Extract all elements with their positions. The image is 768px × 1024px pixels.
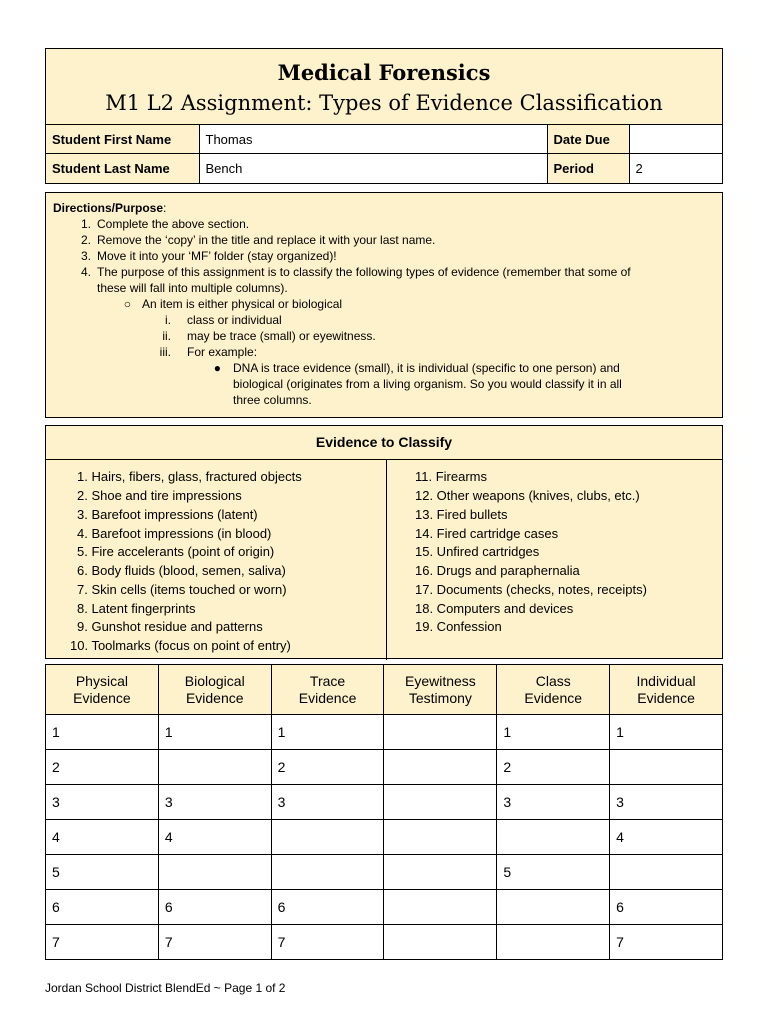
item-number: 3.: [80, 249, 91, 263]
grid-cell[interactable]: 7: [271, 925, 384, 960]
evidence-item: 9. Gunshot residue and patterns: [77, 619, 263, 634]
grid-header-row: [46, 665, 723, 715]
assignment-header: [45, 48, 723, 184]
evidence-item: 13. Fired bullets: [415, 507, 508, 522]
evidence-item: 5. Fire accelerants (point of origin): [77, 544, 275, 559]
grid-cell[interactable]: [384, 890, 497, 925]
grid-cell[interactable]: 6: [271, 890, 384, 925]
last-name-label: Student Last Name: [46, 154, 199, 183]
directions-section: [45, 192, 723, 418]
evidence-item: 11. Firearms: [415, 469, 487, 484]
roman-text: may be trace (small) or eyewitness.: [187, 329, 376, 343]
evidence-item: 10. Toolmarks (focus on point of entry): [70, 638, 291, 653]
grid-cell[interactable]: [384, 785, 497, 820]
evidence-item: 7. Skin cells (items touched or worn): [77, 582, 287, 597]
course-title: Medical Forensics: [277, 60, 491, 85]
evidence-item: 17. Documents (checks, notes, receipts): [415, 582, 647, 597]
grid-cell[interactable]: 3: [610, 785, 723, 820]
roman-text: For example:: [187, 345, 258, 359]
item-text: Complete the above section.: [97, 217, 250, 231]
grid-cell[interactable]: 6: [610, 890, 723, 925]
evidence-item: 18. Computers and devices: [415, 601, 574, 616]
grid-cell[interactable]: [610, 855, 723, 890]
grid-cell[interactable]: [384, 855, 497, 890]
example-line: [53, 360, 715, 376]
directions-heading: Directions/Purpose: [53, 201, 164, 215]
directions-item: [53, 232, 715, 248]
grid-cell[interactable]: 4: [46, 820, 159, 855]
roman-number: i.: [165, 313, 171, 327]
evidence-columns: [46, 460, 722, 660]
example-text: DNA is trace evidence (small), it is individual (specific to one person) and: [233, 361, 620, 375]
col-physical: Physical Evidence: [46, 665, 159, 715]
grid-cell[interactable]: 4: [610, 820, 723, 855]
grid-row: [46, 715, 723, 750]
grid-cell[interactable]: 1: [497, 715, 610, 750]
grid-cell[interactable]: [497, 925, 610, 960]
grid-row: [46, 925, 723, 960]
column-divider: [386, 460, 387, 660]
grid-cell[interactable]: [384, 925, 497, 960]
col-individual: Individual Evidence: [610, 665, 723, 715]
evidence-item: 6. Body fluids (blood, semen, saliva): [77, 563, 286, 578]
sub-bullet-line: [53, 296, 715, 312]
example-text: biological (originates from a living organism. So you would classify it in all: [233, 377, 622, 391]
student-info-table: [46, 124, 722, 183]
grid-row: [46, 890, 723, 925]
grid-cell[interactable]: 5: [497, 855, 610, 890]
col-trace: Trace Evidence: [271, 665, 384, 715]
evidence-item: 8. Latent fingerprints: [77, 601, 196, 616]
grid-cell[interactable]: 4: [158, 820, 271, 855]
item-text: Move it into your ‘MF’ folder (stay organized)!: [97, 249, 337, 263]
grid-cell[interactable]: 7: [46, 925, 159, 960]
grid-cell[interactable]: 2: [497, 750, 610, 785]
grid-cell[interactable]: 1: [610, 715, 723, 750]
roman-number: ii.: [162, 329, 171, 343]
item-text: Remove the ‘copy’ in the title and replace it with your last name.: [97, 233, 436, 247]
grid-cell[interactable]: 6: [158, 890, 271, 925]
grid-cell[interactable]: 3: [46, 785, 159, 820]
grid-cell[interactable]: 3: [271, 785, 384, 820]
col-eyewitness: Eyewitness Testimony: [384, 665, 497, 715]
grid-cell[interactable]: 1: [46, 715, 159, 750]
grid-cell[interactable]: 3: [497, 785, 610, 820]
example-line: [53, 376, 715, 392]
last-name-field[interactable]: Bench: [199, 154, 547, 183]
item-text: The purpose of this assignment is to classify the following types of evidence (remember that some of: [97, 265, 631, 279]
grid-row: [46, 820, 723, 855]
col-class: Class Evidence: [497, 665, 610, 715]
period-field[interactable]: 2: [629, 154, 722, 183]
roman-item: [53, 344, 715, 360]
evidence-item: 15. Unfired cartridges: [415, 544, 540, 559]
directions-colon: :: [163, 201, 167, 215]
grid-cell[interactable]: 1: [158, 715, 271, 750]
roman-number: iii.: [159, 345, 171, 359]
evidence-item: 4. Barefoot impressions (in blood): [77, 526, 272, 541]
grid-cell[interactable]: [271, 855, 384, 890]
title-area: [46, 49, 722, 124]
date-due-label: Date Due: [547, 125, 629, 154]
grid-cell[interactable]: [158, 855, 271, 890]
grid-cell[interactable]: 1: [271, 715, 384, 750]
grid-row: [46, 855, 723, 890]
item-number: 1.: [80, 217, 91, 231]
grid-cell[interactable]: [610, 750, 723, 785]
example-line: [53, 392, 715, 408]
roman-text: class or individual: [187, 313, 282, 327]
classification-grid: [45, 664, 723, 960]
grid-cell[interactable]: 7: [158, 925, 271, 960]
grid-cell[interactable]: 7: [610, 925, 723, 960]
grid-cell[interactable]: 2: [271, 750, 384, 785]
directions-item: [53, 216, 715, 232]
item-number: 2.: [80, 233, 91, 247]
grid-cell[interactable]: [497, 820, 610, 855]
col-biological: Biological Evidence: [158, 665, 271, 715]
grid-cell[interactable]: [497, 890, 610, 925]
first-name-label: Student First Name: [46, 125, 199, 154]
evidence-section: [45, 425, 723, 659]
evidence-item: 2. Shoe and tire impressions: [77, 488, 242, 503]
page-footer: Jordan School District BlendEd ~ Page 1 of 2: [45, 981, 286, 995]
evidence-item: 14. Fired cartridge cases: [415, 526, 559, 541]
evidence-item: 3. Barefoot impressions (latent): [77, 507, 258, 522]
open-circle-bullet-icon: ○: [123, 297, 131, 311]
grid-cell[interactable]: [158, 750, 271, 785]
roman-item: [53, 312, 715, 328]
grid-cell[interactable]: 6: [46, 890, 159, 925]
grid-cell[interactable]: 3: [158, 785, 271, 820]
period-label: Period: [547, 154, 629, 183]
roman-item: [53, 328, 715, 344]
sub-text: An item is either physical or biological: [142, 297, 343, 311]
grid-row: [46, 785, 723, 820]
date-due-field[interactable]: [629, 125, 722, 154]
grid-row: [46, 750, 723, 785]
grid-cell[interactable]: [384, 820, 497, 855]
directions-item: [53, 264, 715, 280]
grid-cell[interactable]: [384, 750, 497, 785]
grid-cell[interactable]: [384, 715, 497, 750]
grid-cell[interactable]: [271, 820, 384, 855]
grid-cell[interactable]: 2: [46, 750, 159, 785]
first-name-field[interactable]: Thomas: [199, 125, 547, 154]
evidence-item: 19. Confession: [415, 619, 502, 634]
evidence-item: 16. Drugs and paraphernalia: [415, 563, 580, 578]
item-text: these will fall into multiple columns).: [97, 281, 288, 295]
directions-item-continued: [53, 280, 715, 296]
evidence-item: 12. Other weapons (knives, clubs, etc.): [415, 488, 640, 503]
item-number: 4.: [80, 265, 91, 279]
grid-cell[interactable]: 5: [46, 855, 159, 890]
example-text: three columns.: [233, 393, 312, 407]
directions-item: [53, 248, 715, 264]
evidence-item: 1. Hairs, fibers, glass, fractured objects: [77, 469, 302, 484]
dot-bullet-icon: ●: [213, 361, 221, 375]
assignment-title: M1 L2 Assignment: Types of Evidence Classification: [105, 91, 663, 115]
evidence-heading: Evidence to Classify: [46, 426, 722, 460]
